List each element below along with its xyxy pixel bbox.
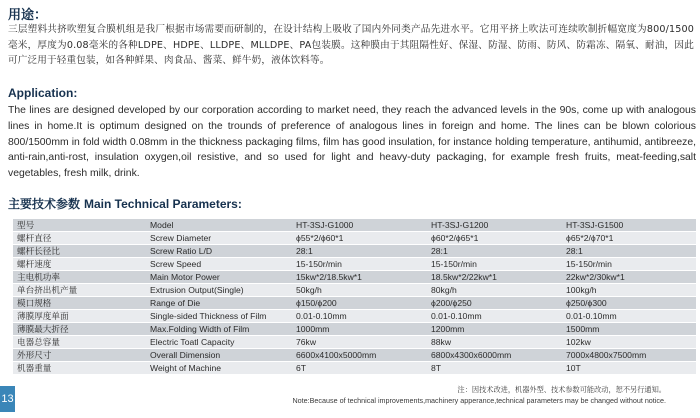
table-cell: 6600x4100x5000mm xyxy=(292,349,427,362)
table-cell: Screw Diameter xyxy=(146,232,292,245)
table-row xyxy=(13,284,696,297)
table-cell: 15-150r/min xyxy=(292,258,427,271)
table-cell: 10T xyxy=(562,362,696,375)
table-cell: 76kw xyxy=(292,336,427,349)
table-cell: 外形尺寸 xyxy=(13,349,146,362)
table-cell: 螺杆速度 xyxy=(13,258,146,271)
table-cell: 1500mm xyxy=(562,323,696,336)
table-cell: 单台挤出机产量 xyxy=(13,284,146,297)
table-cell: 50kg/h xyxy=(292,284,427,297)
table-cell: 28:1 xyxy=(427,245,562,258)
table-cell: Electric Toatl Capacity xyxy=(146,336,292,349)
parameters-heading-cn: 主要技术参数 xyxy=(8,197,81,211)
table-cell: 螺杆长径比 xyxy=(13,245,146,258)
table-cell: ϕ55*2/ϕ60*1 xyxy=(292,232,427,245)
table-cell: Main Motor Power xyxy=(146,271,292,284)
table-cell: Weight of Machine xyxy=(146,362,292,375)
parameters-heading xyxy=(8,195,242,212)
usage-paragraph: 三层塑料共挤吹塑复合膜机组是我厂根据市场需要而研制的，在设计结构上吸收了国内外同类产品先进水平。它用平挤上吹法可连续吹制折幅宽度为800/1500毫米，厚度为0.08毫米的各种LDPE、HDPE、LLDPE、MLLDPE、PA包装膜。这种膜由于其阻隔性好、保湿、防湿、防雨、防风、防霜冻、隔氧、耐油，因此可广泛用于轻重包装，如各种鲜果、肉食品、酱菜、鲜牛奶，液体饮料等。 xyxy=(8,24,694,66)
table-cell: 102kw xyxy=(562,336,696,349)
table-row xyxy=(13,336,696,349)
table-cell: Screw Ratio L/D xyxy=(146,245,292,258)
table-cell: Single-sided Thickness of Film xyxy=(146,310,292,323)
footnote-en: Note:Because of technical improvements,machinery apperance,technical parameters may be changed without notice. xyxy=(292,396,666,405)
table-row xyxy=(13,323,696,336)
table-cell: 7000x4800x7500mm xyxy=(562,349,696,362)
table-row xyxy=(13,245,696,258)
table-cell: Overall Dimension xyxy=(146,349,292,362)
footnote-cn: 注：因技术改进，机器外型、技术参数可能改动，恕不另行通知。 xyxy=(457,385,666,394)
table-cell: ϕ60*2/ϕ65*1 xyxy=(427,232,562,245)
table-cell: Screw Speed xyxy=(146,258,292,271)
table-row xyxy=(13,297,696,310)
table-cell: 螺杆直径 xyxy=(13,232,146,245)
table-row xyxy=(13,310,696,323)
page-number: 13 xyxy=(0,386,15,412)
table-cell: Model xyxy=(146,219,292,232)
parameters-table xyxy=(13,219,696,375)
table-cell: 28:1 xyxy=(562,245,696,258)
table-cell: Max.Folding Width of Film xyxy=(146,323,292,336)
table-cell: 88kw xyxy=(427,336,562,349)
table-cell: Extrusion Output(Single) xyxy=(146,284,292,297)
table-cell: 薄膜厚度单面 xyxy=(13,310,146,323)
table-row xyxy=(13,219,696,232)
table-cell: 8T xyxy=(427,362,562,375)
table-cell: 0.01-0.10mm xyxy=(562,310,696,323)
table-cell: 电器总容量 xyxy=(13,336,146,349)
application-paragraph: The lines are designed developed by our corporation according to market need, they reach the advanced levels in the 90s, come up with analogous lines in home.It is optimum designed on the trounds of preference of analogous lines in foreign and home. The lines can be blown colorious 800/1500mm in fold width 0.08mm in the thickness packaging films, film has good insulation, for instance holding temperature, antihumid, antibreeze, anti-rain,anti-rost, insulation oxygen,oil resistive, and so used for light and heavy-duty packaging, for example fresh fruits, meat-feeding,salt vegetables, fresh milk, drink. xyxy=(8,105,696,180)
table-cell: ϕ200/ϕ250 xyxy=(427,297,562,310)
table-cell: 机器重量 xyxy=(13,362,146,375)
table-cell: 15kw*2/18.5kw*1 xyxy=(292,271,427,284)
table-cell: 薄膜最大折径 xyxy=(13,323,146,336)
table-row xyxy=(13,232,696,245)
table-cell: HT-3SJ-G1200 xyxy=(427,219,562,232)
table-cell: 18.5kw*2/22kw*1 xyxy=(427,271,562,284)
usage-heading: 用途： xyxy=(8,8,48,23)
table-cell: 主电机功率 xyxy=(13,271,146,284)
application-heading: Application: xyxy=(8,86,78,100)
table-cell: 型号 xyxy=(13,219,146,232)
table-cell: 6800x4300x6000mm xyxy=(427,349,562,362)
table-cell: ϕ65*2/ϕ70*1 xyxy=(562,232,696,245)
table-cell: HT-3SJ-G1000 xyxy=(292,219,427,232)
table-cell: HT-3SJ-G1500 xyxy=(562,219,696,232)
table-row xyxy=(13,349,696,362)
table-cell: 28:1 xyxy=(292,245,427,258)
table-cell: 6T xyxy=(292,362,427,375)
table-cell: 1200mm xyxy=(427,323,562,336)
table-row xyxy=(13,271,696,284)
table-cell: 15-150r/min xyxy=(562,258,696,271)
table-cell: ϕ150/ϕ200 xyxy=(292,297,427,310)
table-cell: 0.01-0.10mm xyxy=(427,310,562,323)
parameters-heading-en: Main Technical Parameters: xyxy=(84,197,242,211)
table-cell: 0.01-0.10mm xyxy=(292,310,427,323)
table-cell: 1000mm xyxy=(292,323,427,336)
table-cell: 80kg/h xyxy=(427,284,562,297)
table-cell: 模口规格 xyxy=(13,297,146,310)
table-row xyxy=(13,362,696,375)
table-cell: Range of Die xyxy=(146,297,292,310)
table-cell: 15-150r/min xyxy=(427,258,562,271)
table-row xyxy=(13,258,696,271)
table-cell: 100kg/h xyxy=(562,284,696,297)
table-cell: ϕ250/ϕ300 xyxy=(562,297,696,310)
table-cell: 22kw*2/30kw*1 xyxy=(562,271,696,284)
